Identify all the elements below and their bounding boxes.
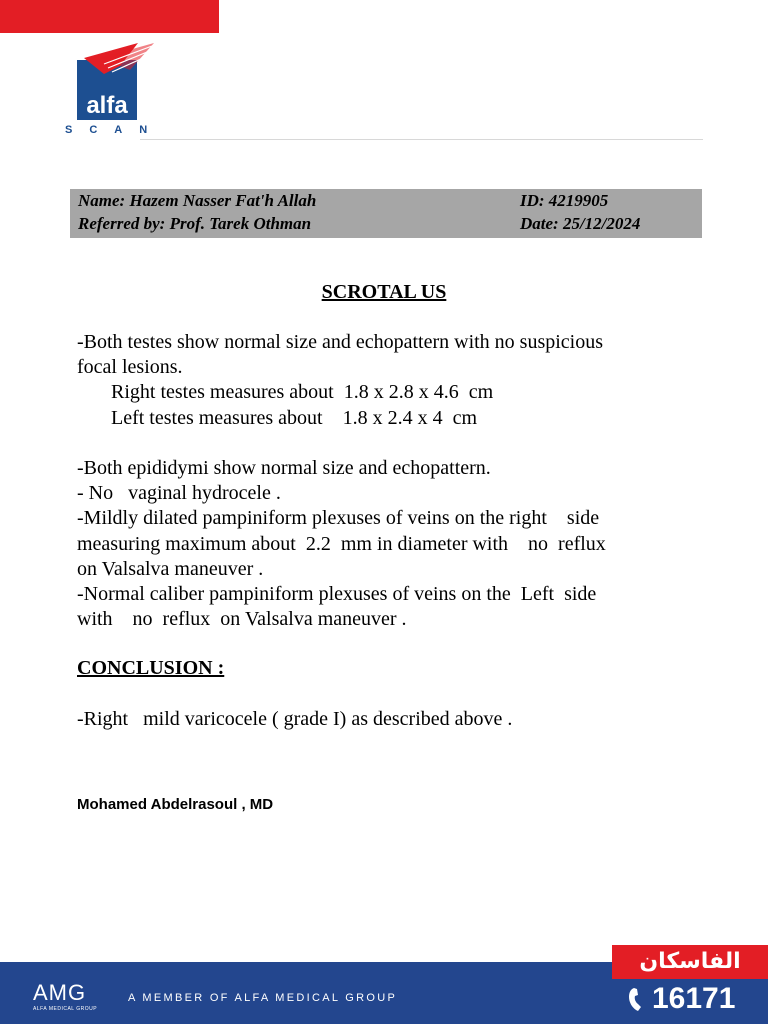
physician-signature: Mohamed Abdelrasoul , MD xyxy=(77,796,274,813)
patient-id: ID: 4219905 xyxy=(520,191,609,210)
finding-line: -Mildly dilated pampiniform plexuses of veins on the right side xyxy=(77,507,600,530)
amg-logo-subtext: ALFA MEDICAL GROUP xyxy=(33,1006,98,1012)
patient-info-box xyxy=(70,189,702,238)
finding-line: - No vaginal hydrocele . xyxy=(77,482,281,505)
report-title-text: SCROTAL US xyxy=(321,281,447,303)
finding-line: -Both testes show normal size and echopattern with no suspicious xyxy=(77,331,604,353)
report-findings xyxy=(77,330,717,632)
conclusion-text: -Right mild varicocele ( grade I) as described above . xyxy=(77,708,513,730)
top-accent-bar xyxy=(0,0,219,33)
finding-line: with no reflux on Valsalva maneuver . xyxy=(77,608,407,631)
alfa-logo-mark xyxy=(74,40,154,124)
finding-line: on Valsalva maneuver . xyxy=(77,557,264,580)
finding-line: -Both epididymi show normal size and echopattern. xyxy=(77,457,491,479)
footer-tagline: A MEMBER OF ALFA MEDICAL GROUP xyxy=(128,992,398,1004)
hotline-number[interactable] xyxy=(628,982,735,1016)
logo-subtext: SCAN xyxy=(65,124,165,136)
alfa-scan-logo xyxy=(60,40,170,140)
finding-line: focal lesions. xyxy=(77,356,183,379)
arabic-brand-badge: الفاسكان xyxy=(612,945,768,979)
amg-logo xyxy=(33,982,97,1012)
header-divider xyxy=(140,139,703,140)
hotline-digits: 16171 xyxy=(652,982,736,1015)
finding-line: Left testes measures about 1.8 x 2.4 x 4 cm xyxy=(111,406,478,429)
report-title xyxy=(0,281,768,304)
conclusion-heading: CONCLUSION : xyxy=(77,657,225,679)
referring-physician: Referred by: Prof. Tarek Othman xyxy=(78,214,312,233)
finding-line: -Normal caliber pampiniform plexuses of veins on the Left side xyxy=(77,583,597,606)
patient-name: Name: Hazem Nasser Fat'h Allah xyxy=(78,191,317,210)
finding-line: measuring maximum about 2.2 mm in diameter with no reflux xyxy=(77,532,606,555)
report-date: Date: 25/12/2024 xyxy=(520,214,641,233)
phone-icon xyxy=(628,986,648,1012)
finding-line: Right testes measures about 1.8 x 2.8 x 4.6 cm xyxy=(111,381,494,404)
logo-wordmark: alfa xyxy=(86,92,128,119)
amg-logo-letters: AMG xyxy=(33,980,87,1005)
